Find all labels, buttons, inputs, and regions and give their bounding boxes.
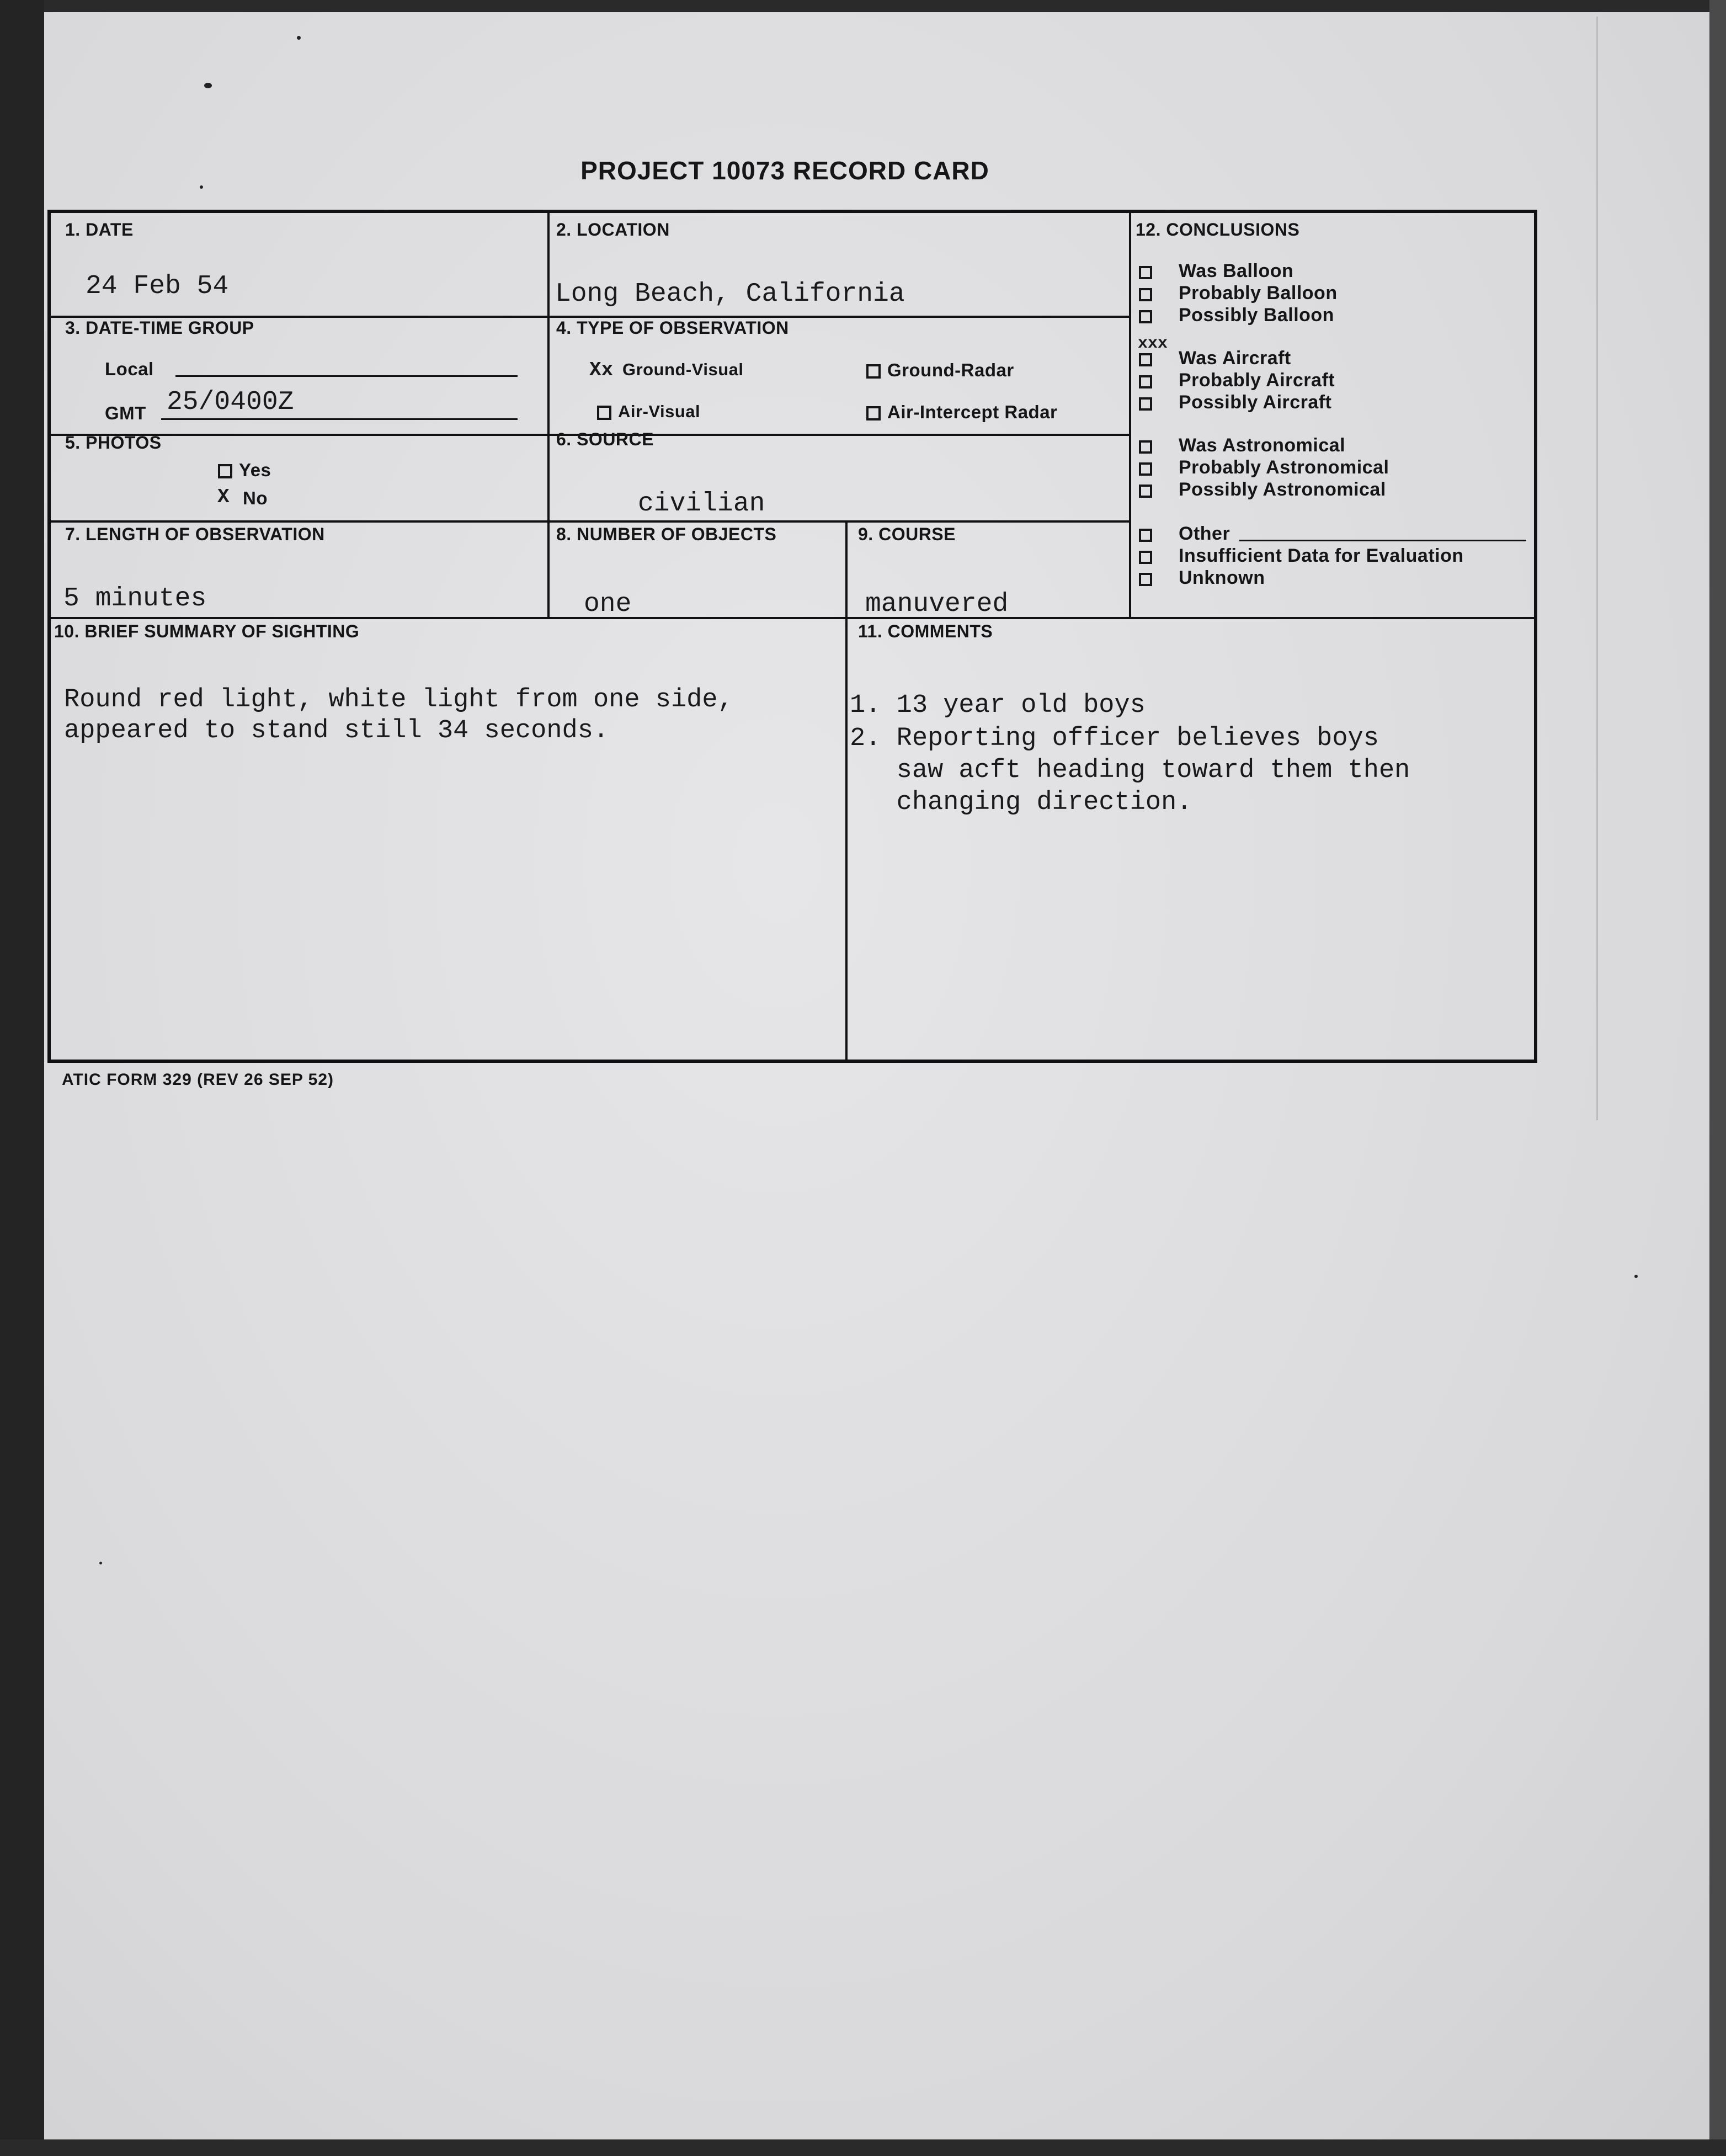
checkbox <box>866 406 881 420</box>
conclusion-insufficient-data[interactable]: Insufficient Data for Evaluation <box>1179 545 1464 566</box>
checkbox <box>218 464 232 478</box>
local-time-line <box>175 375 518 377</box>
scan-speck <box>204 83 212 88</box>
length-label: 7. LENGTH OF OBSERVATION <box>65 524 325 544</box>
checkbox[interactable] <box>1139 462 1152 476</box>
checkbox[interactable] <box>1139 288 1152 301</box>
checkbox[interactable] <box>1139 375 1152 388</box>
conclusion-possibly-balloon[interactable]: Possibly Balloon <box>1179 305 1334 326</box>
summary-line: Round red light, white light from one side, <box>64 685 733 715</box>
scan-fold-line <box>1596 17 1598 1120</box>
photos-yes-option[interactable]: Yes <box>218 460 271 481</box>
checkbox <box>597 406 611 420</box>
comments-line: changing direction. <box>850 788 1192 817</box>
was-aircraft-mark: xxx <box>1138 334 1168 353</box>
other-line <box>1239 540 1526 541</box>
gmt-label: GMT <box>105 403 146 423</box>
objects-label: 8. NUMBER OF OBJECTS <box>556 524 777 544</box>
length-value: 5 minutes <box>63 584 207 614</box>
checkbox[interactable] <box>1139 573 1152 586</box>
checkbox[interactable] <box>1139 440 1152 454</box>
location-value: Long Beach, California <box>555 279 905 309</box>
date-time-group-label: 3. DATE-TIME GROUP <box>65 318 254 338</box>
grid-line <box>51 520 1129 523</box>
grid-line <box>1129 213 1131 617</box>
photos-no-mark: X <box>217 486 230 508</box>
checkbox[interactable] <box>1139 529 1152 542</box>
objects-value: one <box>584 589 632 619</box>
source-value: civilian <box>638 489 765 519</box>
conclusion-was-astronomical[interactable]: Was Astronomical <box>1179 435 1346 456</box>
location-label: 2. LOCATION <box>556 220 670 239</box>
date-label: 1. DATE <box>65 220 134 239</box>
scan-speck <box>1634 1275 1638 1278</box>
ground-visual-mark: Xx <box>589 359 614 381</box>
conclusion-other[interactable]: Other <box>1179 523 1230 544</box>
conclusion-probably-balloon[interactable]: Probably Balloon <box>1179 283 1338 304</box>
checkbox[interactable] <box>1139 485 1152 498</box>
grid-line <box>51 617 1537 619</box>
summary-line: appeared to stand still 34 seconds. <box>64 716 609 746</box>
local-time-label: Local <box>105 359 154 379</box>
checkbox[interactable] <box>1139 266 1152 279</box>
comments-line: 2. Reporting officer believes boys <box>850 724 1379 753</box>
course-label: 9. COURSE <box>858 524 956 544</box>
scan-bottom-border <box>0 2139 1726 2156</box>
option-air-visual[interactable]: Air-Visual <box>597 402 700 422</box>
checkbox[interactable] <box>1139 353 1152 366</box>
scan-speck <box>200 185 203 189</box>
observation-type-label: 4. TYPE OF OBSERVATION <box>556 318 789 338</box>
option-ground-radar[interactable]: Ground-Radar <box>866 360 1014 381</box>
conclusions-label: 12. CONCLUSIONS <box>1136 220 1300 239</box>
scan-speck <box>99 1562 102 1564</box>
conclusion-was-balloon[interactable]: Was Balloon <box>1179 260 1294 281</box>
gmt-line <box>161 418 518 420</box>
comments-label: 11. COMMENTS <box>858 621 993 641</box>
grid-line <box>845 520 848 1061</box>
comments-line: 1. 13 year old boys <box>850 691 1146 720</box>
conclusion-probably-astronomical[interactable]: Probably Astronomical <box>1179 457 1389 478</box>
checkbox <box>866 364 881 379</box>
option-air-intercept-radar[interactable]: Air-Intercept Radar <box>866 402 1057 423</box>
checkbox[interactable] <box>1139 551 1152 564</box>
comments-line: saw acft heading toward them then <box>850 756 1410 785</box>
conclusion-possibly-aircraft[interactable]: Possibly Aircraft <box>1179 392 1332 413</box>
course-value: manuvered <box>865 589 1009 619</box>
conclusion-possibly-astronomical[interactable]: Possibly Astronomical <box>1179 479 1386 500</box>
date-value: 24 Feb 54 <box>86 272 229 301</box>
conclusion-probably-aircraft[interactable]: Probably Aircraft <box>1179 370 1335 391</box>
grid-line <box>547 213 550 617</box>
summary-label: 10. BRIEF SUMMARY OF SIGHTING <box>54 621 360 641</box>
checkbox[interactable] <box>1139 310 1152 323</box>
scan-left-border <box>0 0 44 2156</box>
scan-right-border <box>1709 0 1726 2156</box>
conclusion-unknown[interactable]: Unknown <box>1179 567 1265 588</box>
source-label: 6. SOURCE <box>556 429 654 449</box>
conclusion-was-aircraft[interactable]: Was Aircraft <box>1179 348 1291 369</box>
photos-label: 5. PHOTOS <box>65 433 162 453</box>
card-title: PROJECT 10073 RECORD CARD <box>580 156 989 185</box>
checkbox[interactable] <box>1139 397 1152 411</box>
option-ground-visual[interactable]: Ground-Visual <box>622 360 744 379</box>
scan-top-border <box>0 0 1726 12</box>
photos-no-option[interactable]: No <box>243 488 268 508</box>
form-number: ATIC FORM 329 (REV 26 SEP 52) <box>62 1071 334 1089</box>
scan-speck <box>297 36 301 40</box>
gmt-value: 25/0400Z <box>167 387 294 417</box>
